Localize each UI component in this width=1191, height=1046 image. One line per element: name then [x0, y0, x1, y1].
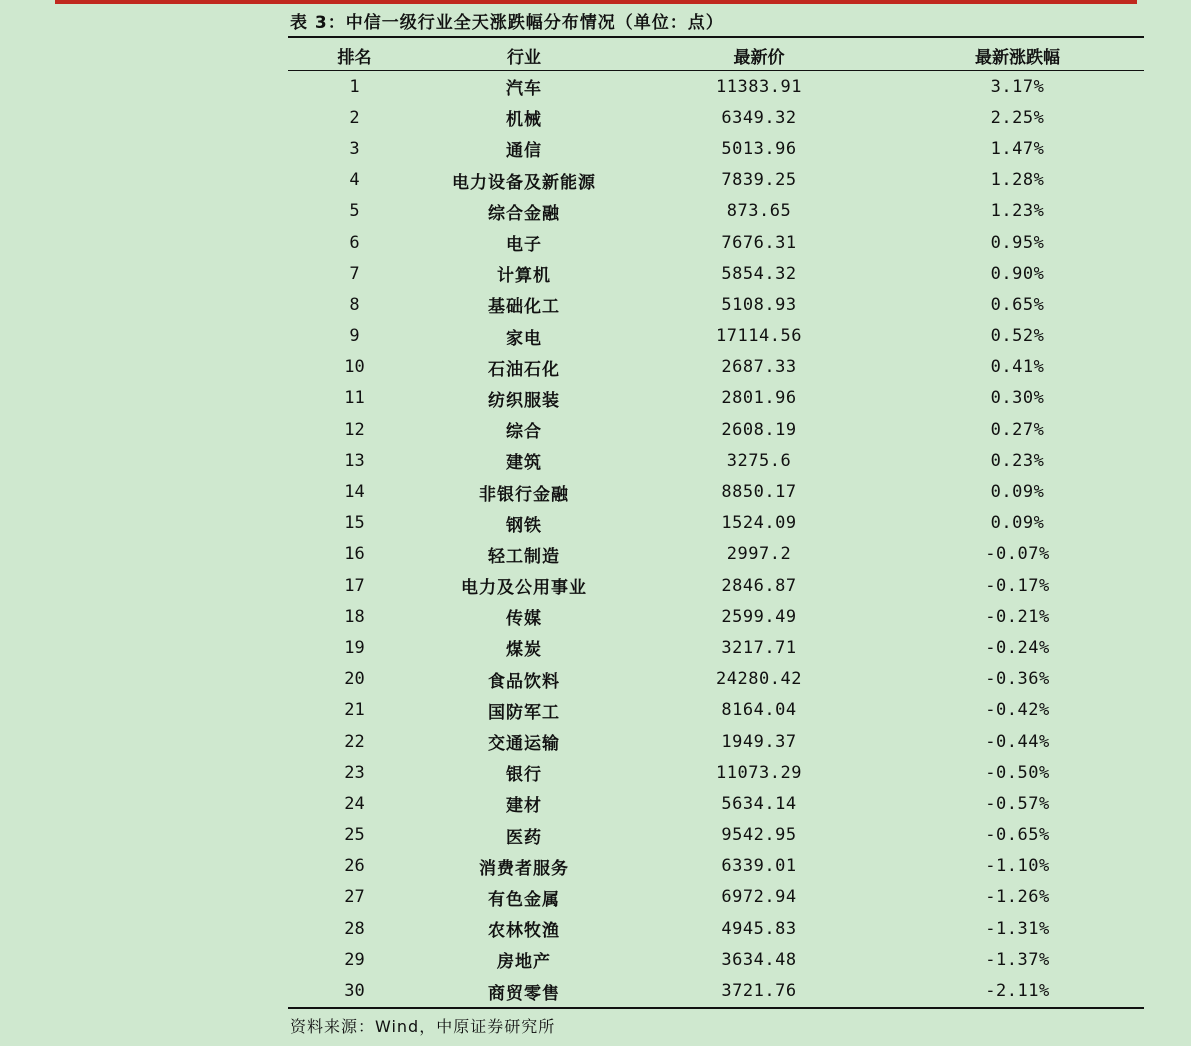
table-row	[288, 757, 1144, 788]
cell-rank: 18	[344, 606, 365, 627]
cell-price: 6349.32	[721, 107, 797, 128]
source-note: 资料来源：Wind，中原证券研究所	[290, 1017, 556, 1036]
cell-rank: 26	[344, 856, 365, 877]
table-row	[288, 414, 1144, 445]
cell-change: 1.28%	[990, 170, 1045, 191]
table-row	[288, 726, 1144, 757]
cell-price: 3721.76	[721, 981, 797, 1002]
cell-industry: 计算机	[497, 266, 551, 287]
cell-industry: 电子	[506, 235, 542, 256]
table-row	[288, 601, 1144, 632]
cell-rank: 1	[349, 76, 360, 97]
cell-change: -1.10%	[985, 856, 1050, 877]
cell-industry: 石油石化	[488, 359, 560, 380]
cell-change: 0.27%	[990, 419, 1045, 440]
cell-industry: 机械	[506, 110, 542, 131]
table-row	[288, 882, 1144, 913]
cell-industry: 有色金属	[488, 889, 560, 910]
cell-industry: 基础化工	[488, 297, 560, 318]
cell-industry: 煤炭	[506, 640, 542, 661]
cell-change: -0.21%	[985, 606, 1050, 627]
table-row	[288, 913, 1144, 944]
cell-rank: 2	[349, 107, 360, 128]
cell-change: -0.17%	[985, 575, 1050, 596]
table-top-rule	[288, 36, 1144, 38]
cell-rank: 19	[344, 637, 365, 658]
cell-change: 1.47%	[990, 138, 1045, 159]
cell-price: 1949.37	[721, 731, 797, 752]
cell-industry: 家电	[506, 328, 542, 349]
cell-rank: 7	[349, 263, 360, 284]
cell-change: -0.07%	[985, 544, 1050, 565]
cell-price: 5854.32	[721, 263, 797, 284]
cell-rank: 14	[344, 482, 365, 503]
cell-industry: 非银行金融	[479, 484, 569, 505]
cell-rank: 29	[344, 949, 365, 970]
cell-industry: 建材	[506, 796, 542, 817]
cell-price: 2608.19	[721, 419, 797, 440]
cell-price: 8164.04	[721, 700, 797, 721]
cell-rank: 13	[344, 450, 365, 471]
cell-price: 5108.93	[721, 294, 797, 315]
cell-price: 2997.2	[726, 544, 792, 565]
cell-price: 11383.91	[716, 76, 802, 97]
cell-price: 3634.48	[721, 949, 797, 970]
cell-price: 17114.56	[716, 326, 802, 347]
cell-industry: 国防军工	[488, 702, 560, 723]
cell-change: 1.23%	[990, 201, 1045, 222]
table-row	[288, 788, 1144, 819]
cell-change: -0.24%	[985, 637, 1050, 658]
cell-price: 873.65	[726, 201, 792, 222]
table-row	[288, 695, 1144, 726]
header-rank: 排名	[337, 47, 372, 68]
table-row	[288, 352, 1144, 383]
cell-industry: 食品饮料	[488, 671, 560, 692]
table-row	[288, 851, 1144, 882]
cell-change: -0.50%	[985, 762, 1050, 783]
cell-industry: 农林牧渔	[488, 921, 560, 942]
cell-change: 0.09%	[990, 513, 1045, 534]
table-row	[288, 289, 1144, 320]
cell-change: 0.09%	[990, 482, 1045, 503]
cell-change: -0.44%	[985, 731, 1050, 752]
cell-price: 6972.94	[721, 887, 797, 908]
table-bottom-rule	[288, 1007, 1144, 1009]
table-row	[288, 196, 1144, 227]
cell-change: 0.23%	[990, 450, 1045, 471]
cell-rank: 12	[344, 419, 365, 440]
cell-change: -1.26%	[985, 887, 1050, 908]
table-row	[288, 321, 1144, 352]
table-row	[288, 165, 1144, 196]
table-row	[288, 71, 1144, 102]
cell-price: 5634.14	[721, 793, 797, 814]
table-row	[288, 383, 1144, 414]
table-row	[288, 944, 1144, 975]
table-row	[288, 975, 1144, 1006]
table-row	[288, 632, 1144, 663]
cell-industry: 银行	[506, 765, 542, 786]
cell-change: 0.90%	[990, 263, 1045, 284]
cell-change: -2.11%	[985, 981, 1050, 1002]
cell-industry: 电力设备及新能源	[452, 172, 596, 193]
cell-rank: 21	[344, 700, 365, 721]
cell-price: 8850.17	[721, 482, 797, 503]
cell-price: 9542.95	[721, 825, 797, 846]
cell-rank: 27	[344, 887, 365, 908]
cell-industry: 传媒	[506, 609, 542, 630]
cell-rank: 25	[344, 825, 365, 846]
cell-industry: 电力及公用事业	[461, 578, 587, 599]
cell-rank: 9	[349, 326, 360, 347]
table-row	[288, 476, 1144, 507]
cell-price: 11073.29	[716, 762, 802, 783]
table-row	[288, 539, 1144, 570]
top-red-rule	[55, 0, 1137, 4]
cell-rank: 23	[344, 762, 365, 783]
cell-change: -0.57%	[985, 793, 1050, 814]
cell-rank: 6	[349, 232, 360, 253]
cell-price: 1524.09	[721, 513, 797, 534]
table-title: 表 3：中信一级行业全天涨跌幅分布情况（单位：点）	[290, 13, 724, 33]
cell-change: -0.65%	[985, 825, 1050, 846]
cell-industry: 轻工制造	[488, 546, 560, 567]
cell-rank: 10	[344, 357, 365, 378]
cell-change: 0.41%	[990, 357, 1045, 378]
cell-industry: 汽车	[506, 79, 542, 100]
cell-change: 3.17%	[990, 76, 1045, 97]
header-latest-change: 最新涨跌幅	[975, 47, 1060, 68]
cell-change: -1.37%	[985, 949, 1050, 970]
cell-price: 7839.25	[721, 170, 797, 191]
table-row	[288, 258, 1144, 289]
table-row	[288, 508, 1144, 539]
cell-industry: 纺织服装	[488, 390, 560, 411]
cell-industry: 商贸零售	[488, 983, 560, 1004]
cell-industry: 医药	[506, 827, 542, 848]
cell-rank: 24	[344, 793, 365, 814]
cell-change: -0.36%	[985, 669, 1050, 690]
cell-price: 3217.71	[721, 637, 797, 658]
cell-rank: 8	[349, 294, 360, 315]
cell-change: -0.42%	[985, 700, 1050, 721]
cell-rank: 28	[344, 918, 365, 939]
cell-industry: 交通运输	[488, 734, 560, 755]
cell-price: 2846.87	[721, 575, 797, 596]
header-latest-price: 最新价	[733, 47, 785, 68]
cell-industry: 消费者服务	[479, 858, 569, 879]
cell-price: 3275.6	[726, 450, 792, 471]
table-body	[288, 71, 1144, 1007]
cell-industry: 综合	[506, 422, 542, 443]
table-row	[288, 820, 1144, 851]
cell-price: 5013.96	[721, 138, 797, 159]
table-row	[288, 445, 1144, 476]
cell-rank: 11	[344, 388, 365, 409]
cell-industry: 房地产	[497, 952, 551, 973]
cell-industry: 建筑	[506, 453, 542, 474]
table-row	[288, 664, 1144, 695]
table-row	[288, 570, 1144, 601]
cell-rank: 15	[344, 513, 365, 534]
table-header-row	[288, 40, 1144, 70]
cell-industry: 综合金融	[488, 203, 560, 224]
header-industry: 行业	[507, 47, 541, 68]
cell-price: 2599.49	[721, 606, 797, 627]
cell-price: 6339.01	[721, 856, 797, 877]
table-row	[288, 227, 1144, 258]
table-row	[288, 102, 1144, 133]
cell-rank: 20	[344, 669, 365, 690]
cell-rank: 3	[349, 138, 360, 159]
cell-rank: 30	[344, 981, 365, 1002]
cell-rank: 22	[344, 731, 365, 752]
cell-change: 0.52%	[990, 326, 1045, 347]
cell-change: -1.31%	[985, 918, 1050, 939]
cell-price: 2687.33	[721, 357, 797, 378]
cell-change: 0.65%	[990, 294, 1045, 315]
cell-price: 24280.42	[716, 669, 802, 690]
cell-change: 0.30%	[990, 388, 1045, 409]
cell-rank: 17	[344, 575, 365, 596]
cell-price: 7676.31	[721, 232, 797, 253]
cell-price: 4945.83	[721, 918, 797, 939]
cell-rank: 4	[349, 170, 360, 191]
cell-rank: 5	[349, 201, 360, 222]
cell-industry: 钢铁	[506, 515, 542, 536]
cell-change: 0.95%	[990, 232, 1045, 253]
cell-rank: 16	[344, 544, 365, 565]
cell-change: 2.25%	[990, 107, 1045, 128]
cell-price: 2801.96	[721, 388, 797, 409]
table-row	[288, 133, 1144, 164]
cell-industry: 通信	[506, 141, 542, 162]
